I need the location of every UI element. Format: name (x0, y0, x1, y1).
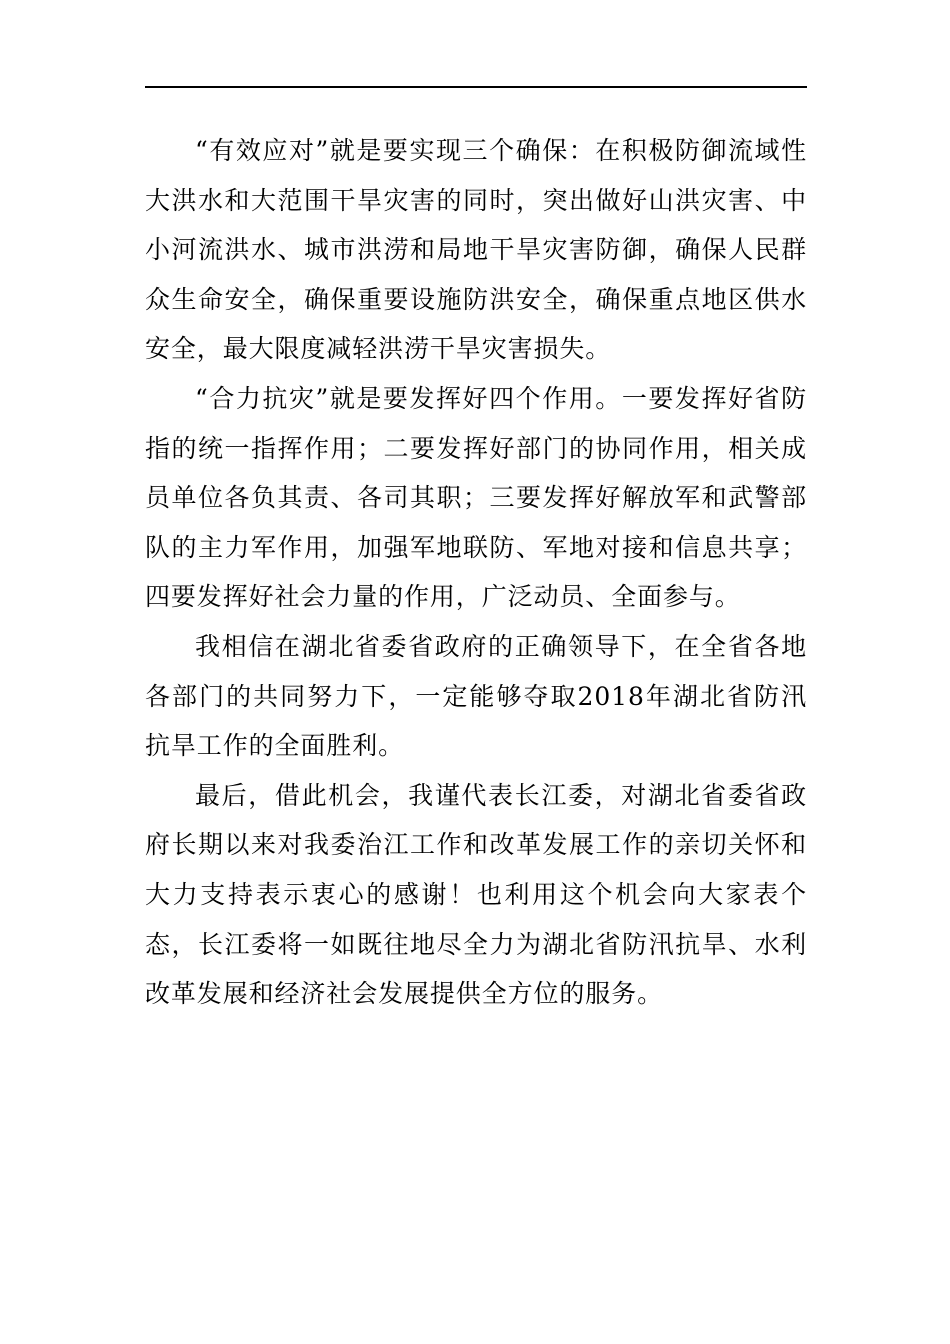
paragraph-confidence: 我相信在湖北省委省政府的正确领导下，在全省各地各部门的共同努力下，一定能够夺取2018年湖北省防汛抗旱工作的全面胜利。 (145, 631, 807, 761)
paragraph-effective-response: “有效应对”就是要实现三个确保：在积极防御流域性大洪水和大范围干旱灾害的同时，突出做好山洪灾害、中小河流洪水、城市洪涝和局地干旱灾害防御，确保人民群众生命安全，确保重要设施防洪安全，确保重点地区供水安全，最大限度减轻洪涝干旱灾害损失。 (145, 136, 807, 364)
header-rule (145, 86, 807, 88)
paragraph-closing-thanks: 最后，借此机会，我谨代表长江委，对湖北省委省政府长期以来对我委治江工作和改革发展工作的亲切关怀和大力支持表示衷心的感谢！也利用这个机会向大家表个态，长江委将一如既往地尽全力为湖北省防汛抗旱、水利改革发展和经济社会发展提供全方位的服务。 (145, 780, 807, 1009)
body-text (145, 126, 807, 1019)
paragraph-joint-disaster-relief: “合力抗灾”就是要发挥好四个作用。一要发挥好省防指的统一指挥作用；二要发挥好部门的协同作用，相关成员单位各负其责、各司其职；三要发挥好解放军和武警部队的主力军作用，加强军地联防、军地对接和信息共享；四要发挥好社会力量的作用，广泛动员、全面参与。 (145, 383, 807, 612)
